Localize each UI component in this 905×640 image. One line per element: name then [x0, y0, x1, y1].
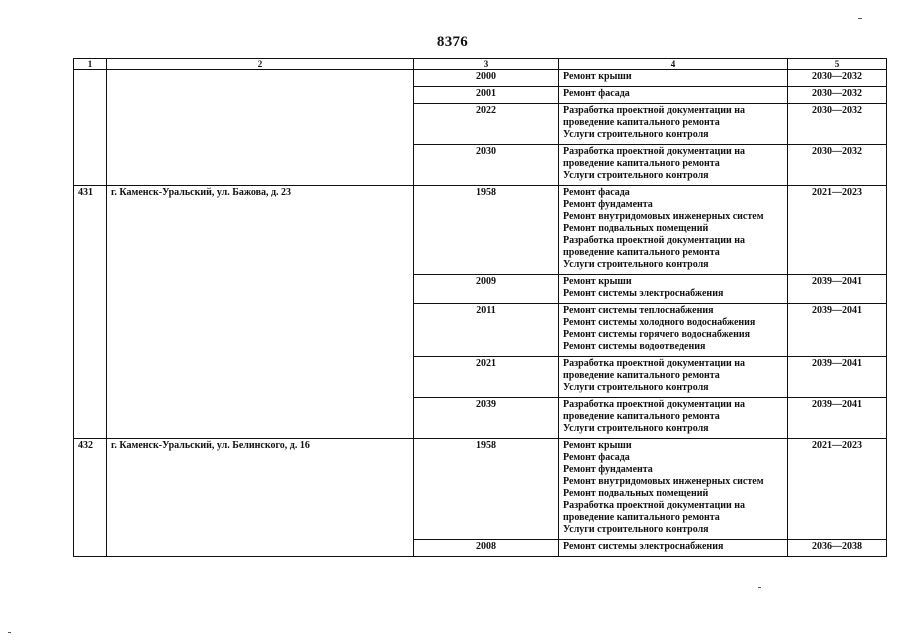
construction-year: 2009 [414, 275, 559, 304]
work-item: Ремонт системы водоотведения [563, 341, 706, 352]
construction-year: 2000 [414, 70, 559, 87]
works-list [559, 275, 788, 304]
column-header-1: 1 [74, 59, 107, 70]
construction-year: 2001 [414, 87, 559, 104]
page-number: 8376 [436, 34, 469, 50]
table-row [74, 540, 887, 557]
table-row [74, 87, 887, 104]
work-item: Разработка проектной документации на [563, 235, 746, 246]
column-header-5: 5 [788, 59, 887, 70]
building-address [107, 398, 414, 439]
work-item: Услуги строительного контроля [563, 524, 709, 535]
construction-year: 2008 [414, 540, 559, 557]
construction-year: 1958 [414, 439, 559, 540]
building-address [107, 304, 414, 357]
construction-year: 2021 [414, 357, 559, 398]
row-number: 432 [74, 439, 107, 540]
construction-year: 2022 [414, 104, 559, 145]
work-item: Ремонт внутридомовых инженерных систем [563, 211, 764, 222]
repair-period: 2030—2032 [788, 87, 887, 104]
work-item: проведение капитального ремонта [563, 158, 720, 169]
construction-year: 2011 [414, 304, 559, 357]
column-header-3: 3 [414, 59, 559, 70]
works-list [559, 540, 788, 557]
work-item: Ремонт фасада [563, 88, 630, 99]
works-list [559, 145, 788, 186]
row-number [74, 540, 107, 557]
repair-period: 2021—2023 [788, 186, 887, 275]
building-address [107, 70, 414, 87]
construction-year: 2039 [414, 398, 559, 439]
work-item: Ремонт подвальных помещений [563, 223, 709, 234]
repair-period: 2039—2041 [788, 304, 887, 357]
works-list [559, 104, 788, 145]
row-number [74, 104, 107, 145]
building-address [107, 104, 414, 145]
work-item: Услуги строительного контроля [563, 382, 709, 393]
work-item: Ремонт крыши [563, 276, 632, 287]
row-number [74, 357, 107, 398]
work-item: проведение капитального ремонта [563, 247, 720, 258]
work-item: Разработка проектной документации на [563, 500, 746, 511]
row-number [74, 145, 107, 186]
repair-period: 2021—2023 [788, 439, 887, 540]
table-row [74, 70, 887, 87]
building-address [107, 275, 414, 304]
table-body [74, 70, 887, 557]
work-item: Ремонт системы электроснабжения [563, 541, 724, 552]
work-item: Ремонт внутридомовых инженерных систем [563, 476, 764, 487]
building-address: г. Каменск-Уральский, ул. Бажова, д. 23 [107, 186, 414, 275]
table-row [74, 398, 887, 439]
building-address: г. Каменск-Уральский, ул. Белинского, д. 16 [107, 439, 414, 540]
header-row [74, 59, 887, 70]
table-header [74, 59, 887, 70]
scan-mark [758, 587, 761, 588]
column-header-4: 4 [559, 59, 788, 70]
building-address [107, 87, 414, 104]
work-item: Разработка проектной документации на [563, 146, 746, 157]
work-item: Ремонт системы холодного водоснабжения [563, 317, 756, 328]
work-item: проведение капитального ремонта [563, 117, 720, 128]
row-number [74, 275, 107, 304]
repair-period: 2030—2032 [788, 104, 887, 145]
work-item: Разработка проектной документации на [563, 358, 746, 369]
work-item: Ремонт крыши [563, 440, 632, 451]
building-address [107, 145, 414, 186]
repair-period: 2036—2038 [788, 540, 887, 557]
works-list [559, 439, 788, 540]
work-item: проведение капитального ремонта [563, 411, 720, 422]
construction-year: 1958 [414, 186, 559, 275]
work-item: Ремонт фасада [563, 452, 630, 463]
work-item: Разработка проектной документации на [563, 105, 746, 116]
work-item: Услуги строительного контроля [563, 423, 709, 434]
building-address [107, 540, 414, 557]
column-header-2: 2 [107, 59, 414, 70]
table-row [74, 439, 887, 540]
work-item: Ремонт фундамента [563, 199, 653, 210]
works-list [559, 398, 788, 439]
repair-period: 2039—2041 [788, 275, 887, 304]
work-item: Ремонт системы горячего водоснабжения [563, 329, 751, 340]
table-row [74, 275, 887, 304]
work-item: проведение капитального ремонта [563, 370, 720, 381]
scan-mark [858, 18, 862, 19]
scan-mark [8, 632, 11, 633]
repair-period: 2039—2041 [788, 357, 887, 398]
work-item: проведение капитального ремонта [563, 512, 720, 523]
building-address [107, 357, 414, 398]
work-item: Ремонт подвальных помещений [563, 488, 709, 499]
work-item: Услуги строительного контроля [563, 259, 709, 270]
row-number [74, 70, 107, 87]
works-list [559, 186, 788, 275]
work-item: Ремонт фасада [563, 187, 630, 198]
table-row [74, 104, 887, 145]
work-item: Разработка проектной документации на [563, 399, 746, 410]
repair-period: 2039—2041 [788, 398, 887, 439]
construction-year: 2030 [414, 145, 559, 186]
work-item: Услуги строительного контроля [563, 170, 709, 181]
row-number: 431 [74, 186, 107, 275]
row-number [74, 87, 107, 104]
works-list [559, 357, 788, 398]
work-item: Ремонт фундамента [563, 464, 653, 475]
work-item: Ремонт системы теплоснабжения [563, 305, 714, 316]
repair-period: 2030—2032 [788, 70, 887, 87]
repair-period: 2030—2032 [788, 145, 887, 186]
table-row [74, 304, 887, 357]
works-list [559, 304, 788, 357]
works-list [559, 87, 788, 104]
work-item: Ремонт крыши [563, 71, 632, 82]
works-list [559, 70, 788, 87]
table-row [74, 357, 887, 398]
row-number [74, 304, 107, 357]
row-number [74, 398, 107, 439]
register-table [73, 58, 887, 557]
work-item: Услуги строительного контроля [563, 129, 709, 140]
table-row [74, 145, 887, 186]
work-item: Ремонт системы электроснабжения [563, 288, 724, 299]
table-row [74, 186, 887, 275]
